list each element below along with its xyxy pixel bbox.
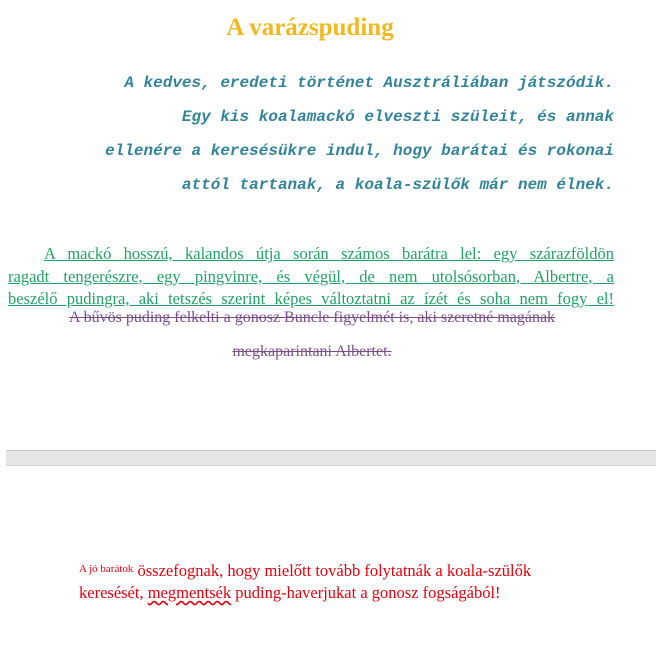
intro-paragraph xyxy=(14,66,614,202)
struck-paragraph xyxy=(0,308,624,362)
page-break-divider xyxy=(6,450,656,466)
closing-small-prefix: A jó barátok xyxy=(79,563,134,575)
story-paragraph xyxy=(8,243,614,311)
intro-line: attól tartanak, a koala-szülők már nem élnek. xyxy=(181,176,614,194)
closing-line-2-end: puding-haverjukat a gonosz fogságából! xyxy=(231,583,501,602)
misspelled-word[interactable]: megmentsék xyxy=(147,583,232,602)
story-line: A mackó hosszú, kalandos útja során számos barátra lel: egy szárazföldön xyxy=(44,244,614,263)
closing-line-1: összefognak, hogy mielőtt tovább folytatnák a koala-szülők xyxy=(133,561,532,580)
intro-line: A kedves, eredeti történet Ausztráliában játszódik. xyxy=(124,74,614,92)
closing-line-2-start: keresését, xyxy=(79,583,148,602)
struck-line: A bűvös puding felkelti a gonosz Buncle figyelmét is, aki szeretné magának xyxy=(68,309,556,326)
document-title: A varázspuding xyxy=(226,14,394,41)
story-line: ragadt tengerészre, egy pingvinre, és végül, de nem utolsósorban, Albertre, a xyxy=(8,266,614,286)
intro-line: Egy kis koalamackó elveszti szüleit, és annak xyxy=(181,108,614,126)
intro-line: ellenére a keresésükre indul, hogy barátai és rokonai xyxy=(105,142,614,160)
struck-line: megkaparintani Albertet. xyxy=(232,343,392,360)
story-line: beszélő pudingra, aki tetszés szerint képes változtatni az ízét és soha nem fogy el! xyxy=(8,289,614,308)
closing-paragraph xyxy=(79,558,639,604)
